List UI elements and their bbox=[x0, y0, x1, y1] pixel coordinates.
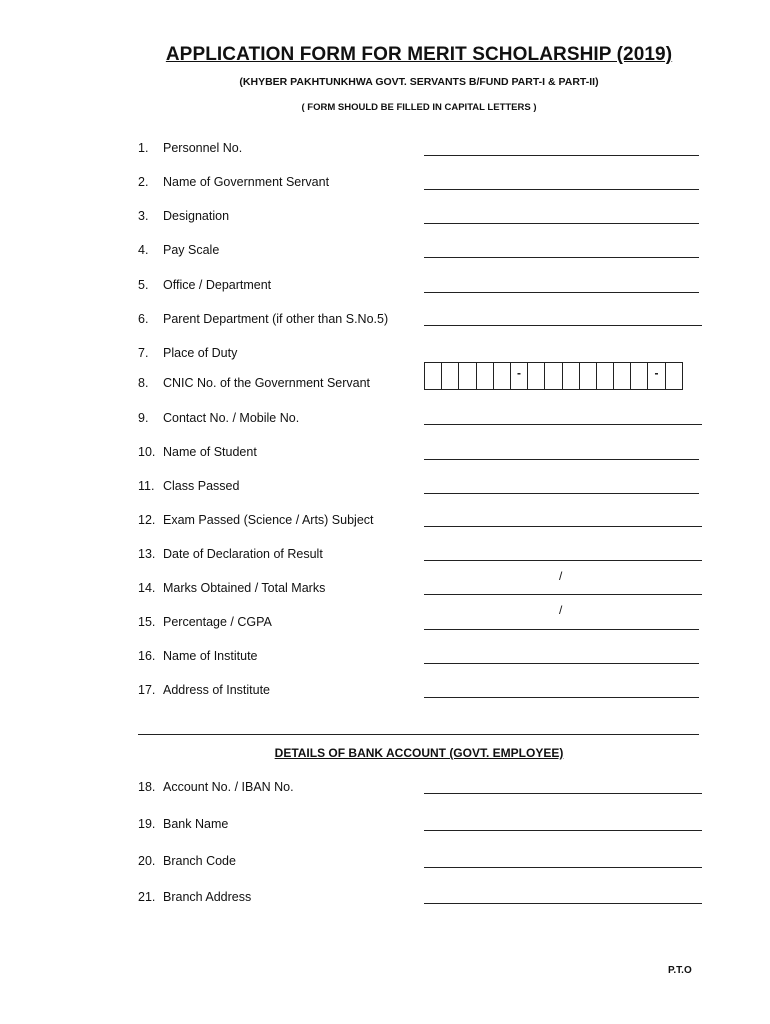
field-name-of-government-servant: 2. Name of Government Servant bbox=[138, 175, 330, 189]
class-passed-input-line[interactable] bbox=[424, 493, 699, 494]
field-name-of-institute: 16. Name of Institute bbox=[138, 649, 258, 663]
designation-input-line[interactable] bbox=[424, 223, 699, 224]
personnel-no-input-line[interactable] bbox=[424, 155, 699, 156]
field-contact-no: 9. Contact No. / Mobile No. bbox=[138, 411, 300, 425]
pto-label: P.T.O bbox=[668, 965, 692, 976]
section-divider bbox=[138, 734, 699, 735]
field-class-passed: 11. Class Passed bbox=[138, 479, 240, 493]
cnic-digit-box[interactable] bbox=[425, 362, 442, 390]
name-of-institute-input-line[interactable] bbox=[424, 663, 699, 664]
cnic-input-boxes[interactable] bbox=[424, 362, 683, 390]
cnic-digit-box[interactable] bbox=[614, 362, 631, 390]
name-of-student-input-line[interactable] bbox=[424, 459, 699, 460]
account-no-input-line[interactable] bbox=[424, 793, 702, 794]
cnic-digit-box[interactable] bbox=[545, 362, 562, 390]
pay-scale-input-line[interactable] bbox=[424, 257, 699, 258]
cnic-digit-box[interactable] bbox=[580, 362, 597, 390]
cnic-digit-box[interactable] bbox=[528, 362, 545, 390]
cnic-dash: - bbox=[511, 362, 528, 390]
field-personnel-no: 1. Personnel No. bbox=[138, 141, 243, 155]
field-address-of-institute: 17. Address of Institute bbox=[138, 683, 271, 697]
field-place-of-duty: 7. Place of Duty bbox=[138, 346, 238, 360]
address-of-institute-input-line[interactable] bbox=[424, 697, 699, 698]
cnic-digit-box[interactable] bbox=[459, 362, 476, 390]
marks-separator-slash: / bbox=[559, 569, 563, 583]
branch-code-input-line[interactable] bbox=[424, 867, 702, 868]
field-account-no: 18. Account No. / IBAN No. bbox=[138, 780, 294, 794]
percentage-cgpa-input-line[interactable] bbox=[424, 629, 699, 630]
cnic-digit-box[interactable] bbox=[494, 362, 511, 390]
cnic-digit-box[interactable] bbox=[477, 362, 494, 390]
cnic-digit-box[interactable] bbox=[666, 362, 683, 390]
field-parent-department: 6. Parent Department (if other than S.No.5) bbox=[138, 312, 389, 326]
bank-name-input-line[interactable] bbox=[424, 830, 702, 831]
cnic-digit-box[interactable] bbox=[442, 362, 459, 390]
bank-section-title: DETAILS OF BANK ACCOUNT (GOVT. EMPLOYEE) bbox=[274, 746, 564, 760]
field-branch-address: 21. Branch Address bbox=[138, 890, 252, 904]
field-date-of-declaration: 13. Date of Declaration of Result bbox=[138, 547, 323, 561]
form-instruction: ( FORM SHOULD BE FILLED IN CAPITAL LETTERS ) bbox=[301, 102, 537, 113]
marks-obtained-input-line[interactable] bbox=[424, 594, 702, 595]
cnic-digit-box[interactable] bbox=[563, 362, 580, 390]
field-branch-code: 20. Branch Code bbox=[138, 854, 236, 868]
parent-department-input-line[interactable] bbox=[424, 325, 702, 326]
cnic-digit-box[interactable] bbox=[631, 362, 648, 390]
percentage-separator-slash: / bbox=[559, 603, 563, 617]
contact-no-input-line[interactable] bbox=[424, 424, 702, 425]
exam-passed-input-line[interactable] bbox=[424, 526, 702, 527]
field-exam-passed: 12. Exam Passed (Science / Arts) Subject bbox=[138, 513, 374, 527]
field-pay-scale: 4. Pay Scale bbox=[138, 243, 220, 257]
cnic-dash: - bbox=[648, 362, 665, 390]
form-title: APPLICATION FORM FOR MERIT SCHOLARSHIP (2019) bbox=[165, 44, 673, 65]
field-office-department: 5. Office / Department bbox=[138, 278, 272, 292]
office-department-input-line[interactable] bbox=[424, 292, 699, 293]
field-designation: 3. Designation bbox=[138, 209, 230, 223]
field-name-of-student: 10. Name of Student bbox=[138, 445, 257, 459]
field-bank-name: 19. Bank Name bbox=[138, 817, 229, 831]
field-cnic-no: 8. CNIC No. of the Government Servant bbox=[138, 376, 371, 390]
form-subtitle: (KHYBER PAKHTUNKHWA GOVT. SERVANTS B/FUND PART-I & PART-II) bbox=[239, 76, 599, 88]
name-of-government-servant-input-line[interactable] bbox=[424, 189, 699, 190]
date-of-declaration-input-line[interactable] bbox=[424, 560, 702, 561]
branch-address-input-line[interactable] bbox=[424, 903, 702, 904]
cnic-digit-box[interactable] bbox=[597, 362, 614, 390]
field-percentage-cgpa: 15. Percentage / CGPA bbox=[138, 615, 272, 629]
field-marks-obtained: 14. Marks Obtained / Total Marks bbox=[138, 581, 326, 595]
